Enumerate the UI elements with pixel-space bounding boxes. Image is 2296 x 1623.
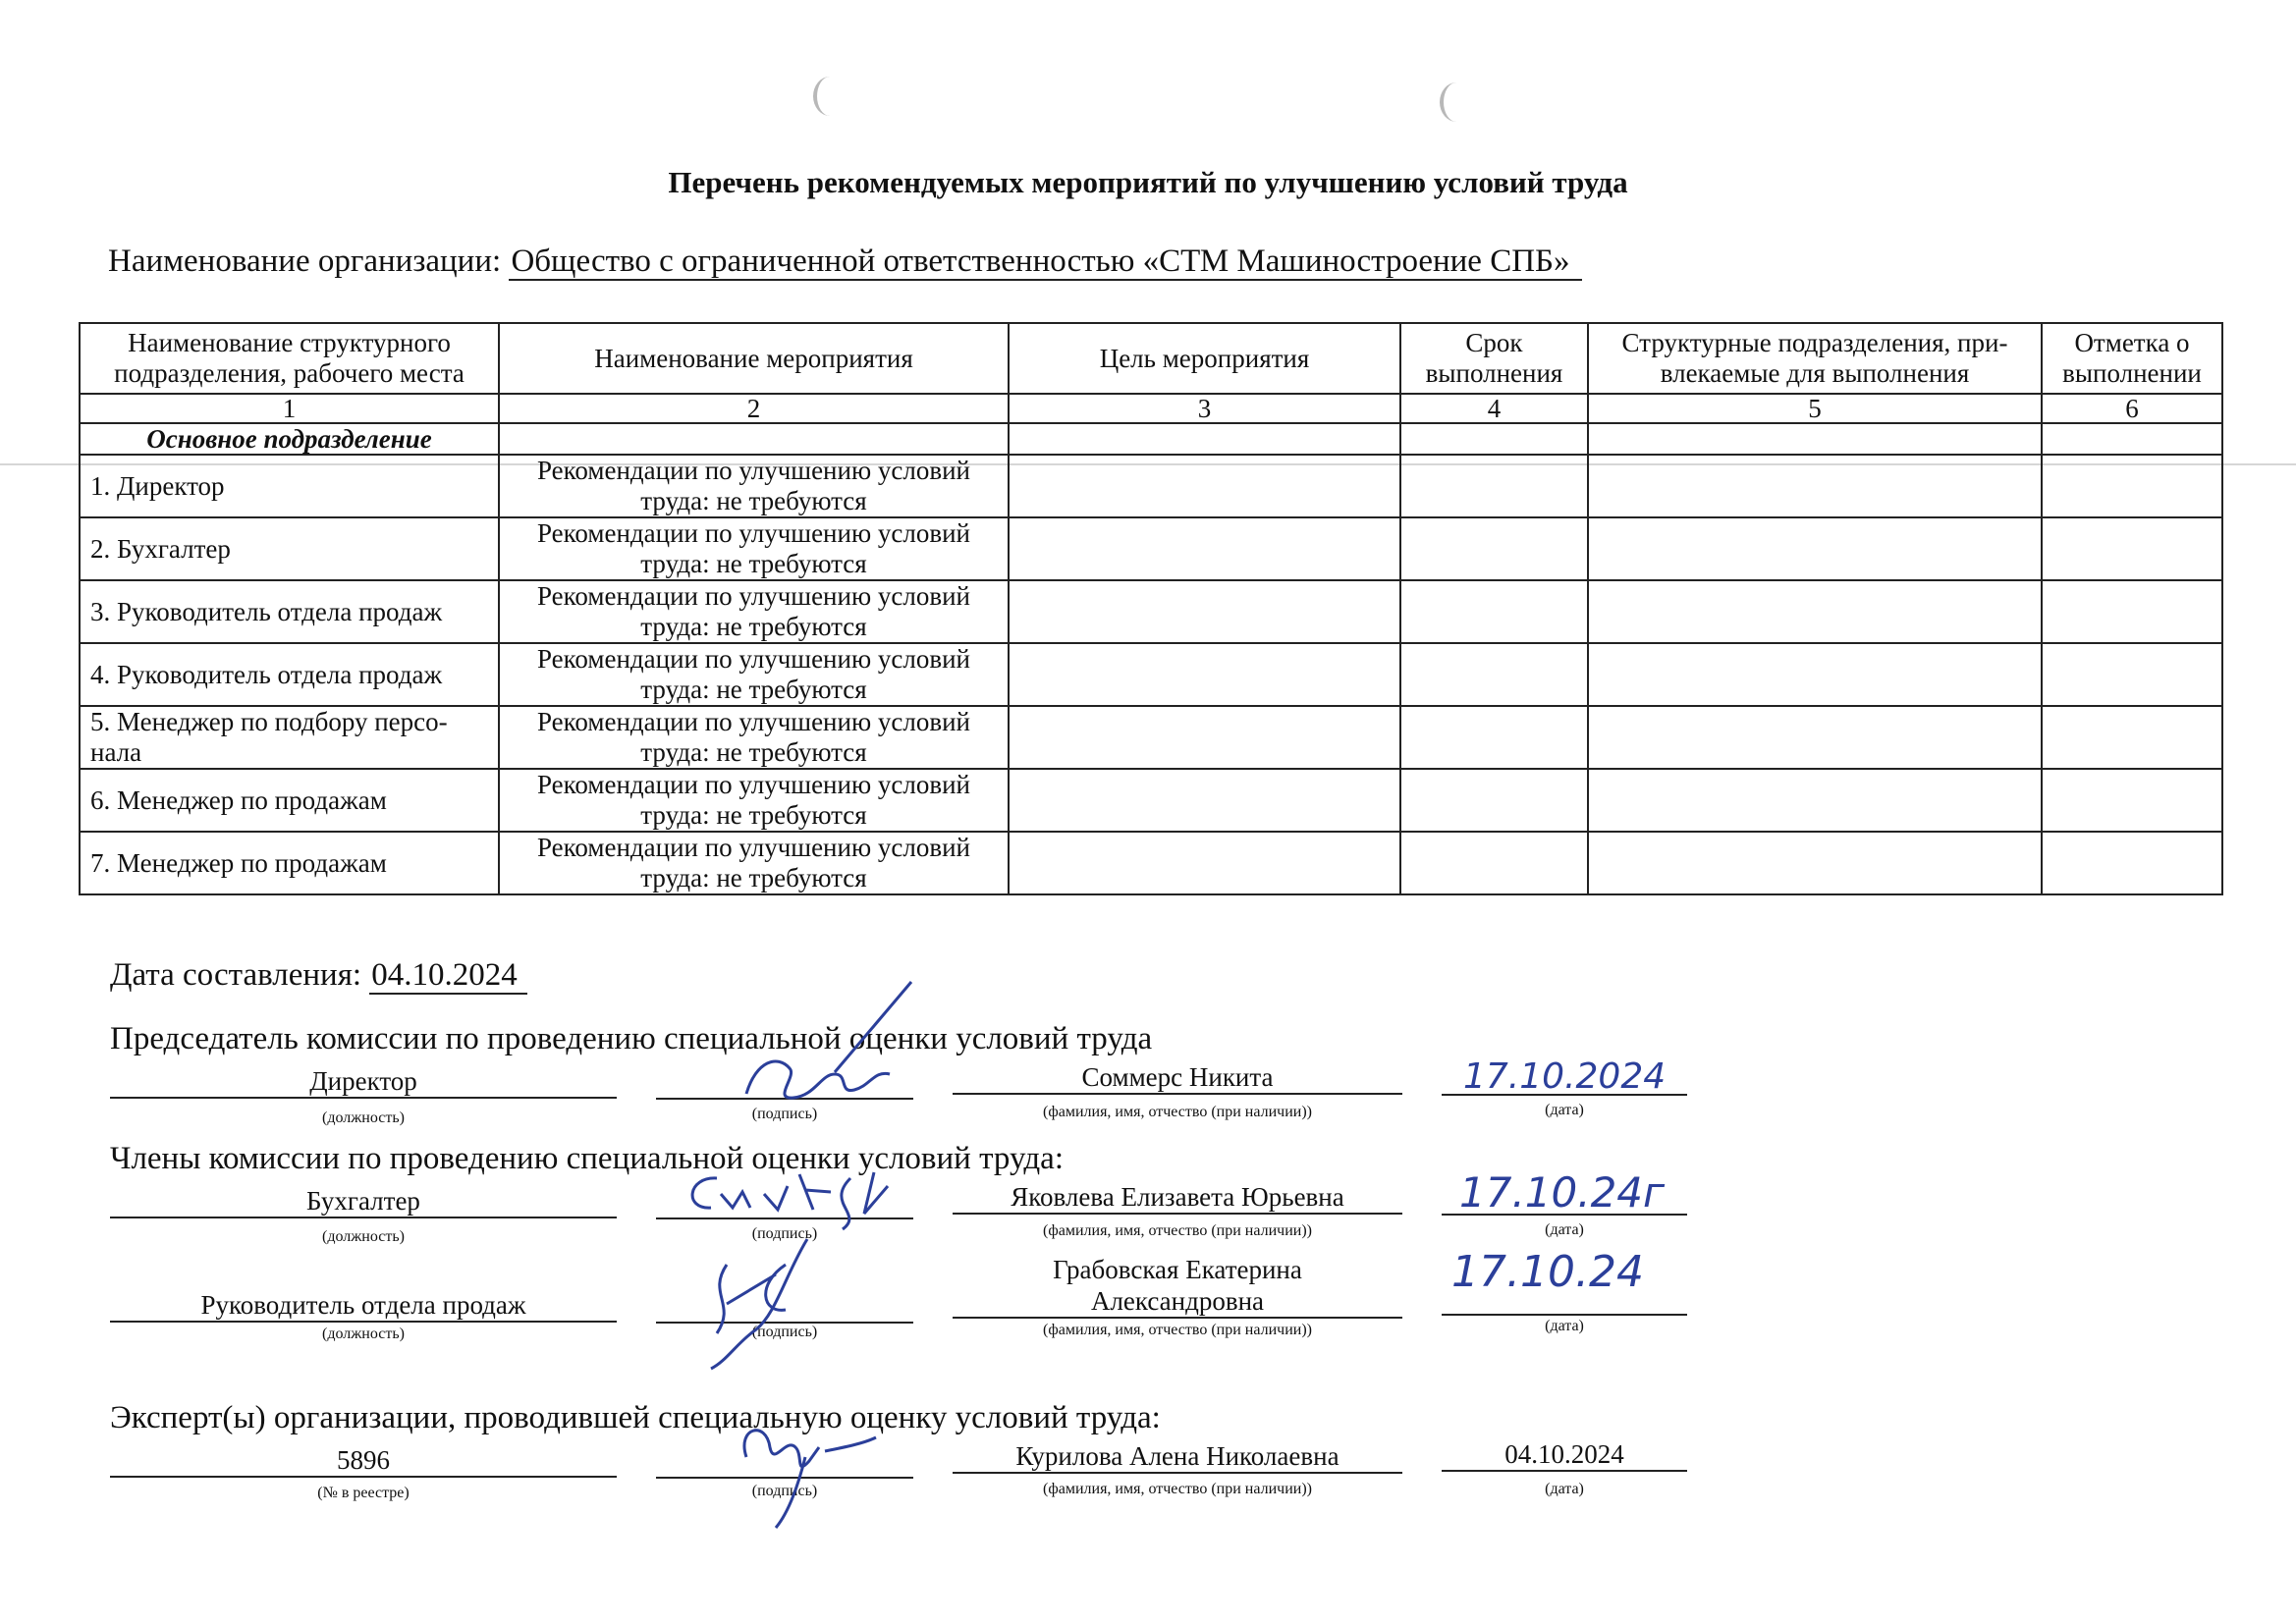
member-position: Руководитель отдела продаж bbox=[110, 1290, 617, 1323]
member-date: 17.10.24г bbox=[1459, 1168, 1666, 1217]
empty-cell bbox=[1009, 706, 1400, 769]
empty-cell bbox=[1009, 580, 1400, 643]
header-departments: Структурные подразделения, при-влекаемые для выполнения bbox=[1588, 323, 2042, 394]
workplace-cell: 2. Бухгалтер bbox=[80, 517, 499, 580]
workplace-cell: 6. Менеджер по продажам bbox=[80, 769, 499, 832]
workplace-cell: 3. Руководитель отдела продаж bbox=[80, 580, 499, 643]
member-name-line2: Александровна bbox=[953, 1286, 1402, 1319]
empty-cell bbox=[2042, 643, 2222, 706]
measure-cell: Рекомендации по улучшению условий труда: не требуются bbox=[499, 455, 1009, 517]
organization-line bbox=[108, 243, 1582, 280]
date-caption: (дата) bbox=[1545, 1102, 1584, 1118]
measure-cell: Рекомендации по улучшению условий труда: не требуются bbox=[499, 580, 1009, 643]
column-number: 5 bbox=[1588, 394, 2042, 423]
empty-cell bbox=[1400, 423, 1588, 455]
signature-caption: (подпись) bbox=[751, 1106, 818, 1122]
empty-cell bbox=[1009, 832, 1400, 894]
member-date: 17.10.24 bbox=[1451, 1247, 1644, 1297]
member-name-line1: Грабовская Екатерина bbox=[1053, 1255, 1302, 1284]
empty-cell bbox=[1400, 643, 1588, 706]
chairman-position: Директор bbox=[110, 1066, 617, 1099]
workplace-cell: 5. Менеджер по подбору персо-нала bbox=[80, 706, 499, 769]
header-deadline: Срок выполнения bbox=[1400, 323, 1588, 394]
signature-caption: (подпись) bbox=[751, 1225, 818, 1242]
empty-cell bbox=[1009, 643, 1400, 706]
empty-cell bbox=[1588, 580, 2042, 643]
date-caption: (дата) bbox=[1545, 1221, 1584, 1238]
column-number-row bbox=[80, 394, 2222, 423]
empty-cell bbox=[1588, 423, 2042, 455]
empty-cell bbox=[1588, 455, 2042, 517]
empty-cell bbox=[1009, 423, 1400, 455]
column-number: 4 bbox=[1400, 394, 1588, 423]
organization-name: Общество с ограниченной ответственностью «СТМ Машиностроение СПБ» bbox=[509, 243, 1581, 281]
table-row bbox=[80, 517, 2222, 580]
empty-cell bbox=[2042, 832, 2222, 894]
empty-cell bbox=[1009, 769, 1400, 832]
table-row bbox=[80, 580, 2222, 643]
header-workplace: Наименование структурного подразделения, рабочего места bbox=[80, 323, 499, 394]
empty-cell bbox=[2042, 455, 2222, 517]
empty-cell bbox=[1009, 455, 1400, 517]
empty-cell bbox=[2042, 517, 2222, 580]
empty-cell bbox=[1400, 769, 1588, 832]
empty-cell bbox=[1400, 455, 1588, 517]
member-signature bbox=[678, 1164, 913, 1233]
measures-table bbox=[79, 322, 2223, 895]
compile-date-value: 04.10.2024 bbox=[369, 957, 527, 995]
workplace-cell: 1. Директор bbox=[80, 455, 499, 517]
chairman-date: 17.10.2024 bbox=[1463, 1056, 1667, 1097]
section-title: Основное подразделение bbox=[80, 423, 499, 455]
chairman-name: Соммерс Никита bbox=[953, 1062, 1402, 1095]
empty-cell bbox=[2042, 580, 2222, 643]
full-name-caption: (фамилия, имя, отчество (при наличии)) bbox=[1043, 1481, 1312, 1497]
measure-cell: Рекомендации по улучшению условий труда: не требуются bbox=[499, 706, 1009, 769]
position-caption: (должность) bbox=[322, 1325, 405, 1342]
empty-cell bbox=[1400, 706, 1588, 769]
table-row bbox=[80, 643, 2222, 706]
table-header-row bbox=[80, 323, 2222, 394]
date-caption: (дата) bbox=[1545, 1481, 1584, 1497]
member-signature bbox=[687, 1235, 845, 1375]
expert-name: Курилова Алена Николаевна bbox=[953, 1441, 1402, 1474]
punch-hole-mark-right bbox=[1440, 82, 1473, 122]
expert-signature bbox=[727, 1418, 884, 1536]
position-caption: (должность) bbox=[322, 1228, 405, 1245]
date-caption: (дата) bbox=[1545, 1318, 1584, 1334]
header-goal: Цель мероприятия bbox=[1009, 323, 1400, 394]
position-caption: (должность) bbox=[322, 1109, 405, 1126]
empty-cell bbox=[1400, 517, 1588, 580]
organization-label: Наименование организации: bbox=[108, 243, 502, 279]
empty-cell bbox=[499, 423, 1009, 455]
workplace-cell: 4. Руководитель отдела продаж bbox=[80, 643, 499, 706]
table-row bbox=[80, 769, 2222, 832]
measure-cell: Рекомендации по улучшению условий труда: не требуются bbox=[499, 769, 1009, 832]
chairman-signature bbox=[687, 978, 923, 1115]
member-name: Яковлева Елизавета Юрьевна bbox=[953, 1182, 1402, 1215]
empty-cell bbox=[1588, 643, 2042, 706]
column-number: 1 bbox=[80, 394, 499, 423]
expert-heading: Эксперт(ы) организации, проводившей специальную оценку условий труда: bbox=[110, 1400, 1161, 1435]
header-completion-mark: Отметка о выполнении bbox=[2042, 323, 2222, 394]
full-name-caption: (фамилия, имя, отчество (при наличии)) bbox=[1043, 1222, 1312, 1239]
column-number: 2 bbox=[499, 394, 1009, 423]
workplace-cell: 7. Менеджер по продажам bbox=[80, 832, 499, 894]
empty-cell bbox=[2042, 423, 2222, 455]
empty-cell bbox=[1009, 517, 1400, 580]
measure-cell: Рекомендации по улучшению условий труда: не требуются bbox=[499, 517, 1009, 580]
empty-cell bbox=[1588, 832, 2042, 894]
full-name-caption: (фамилия, имя, отчество (при наличии)) bbox=[1043, 1322, 1312, 1338]
empty-cell bbox=[1588, 706, 2042, 769]
measure-cell: Рекомендации по улучшению условий труда: не требуются bbox=[499, 832, 1009, 894]
empty-cell bbox=[1400, 832, 1588, 894]
section-row bbox=[80, 423, 2222, 455]
empty-cell bbox=[1400, 580, 1588, 643]
column-number: 6 bbox=[2042, 394, 2222, 423]
table-row bbox=[80, 706, 2222, 769]
compile-date-line bbox=[110, 957, 527, 994]
measure-cell: Рекомендации по улучшению условий труда: не требуются bbox=[499, 643, 1009, 706]
header-measure: Наименование мероприятия bbox=[499, 323, 1009, 394]
full-name-caption: (фамилия, имя, отчество (при наличии)) bbox=[1043, 1104, 1312, 1120]
registry-caption: (№ в реестре) bbox=[317, 1485, 410, 1501]
expert-date: 04.10.2024 bbox=[1442, 1439, 1687, 1472]
member-position: Бухгалтер bbox=[110, 1186, 617, 1218]
empty-cell bbox=[2042, 769, 2222, 832]
compile-date-label: Дата составления: bbox=[110, 957, 362, 993]
expert-registry-number: 5896 bbox=[110, 1445, 617, 1478]
members-heading: Члены комиссии по проведению специальной оценки условий труда: bbox=[110, 1141, 1065, 1176]
empty-cell bbox=[1588, 517, 2042, 580]
column-number: 3 bbox=[1009, 394, 1400, 423]
table-row bbox=[80, 832, 2222, 894]
chairman-heading: Председатель комиссии по проведению специальной оценки условий труда bbox=[110, 1021, 1153, 1056]
table-row bbox=[80, 455, 2222, 517]
empty-cell bbox=[2042, 706, 2222, 769]
empty-cell bbox=[1588, 769, 2042, 832]
signature-caption: (подпись) bbox=[751, 1483, 818, 1499]
document-title: Перечень рекомендуемых мероприятий по улучшению условий труда bbox=[668, 165, 1628, 199]
signature-caption: (подпись) bbox=[751, 1324, 818, 1340]
punch-hole-mark-left bbox=[813, 77, 847, 116]
